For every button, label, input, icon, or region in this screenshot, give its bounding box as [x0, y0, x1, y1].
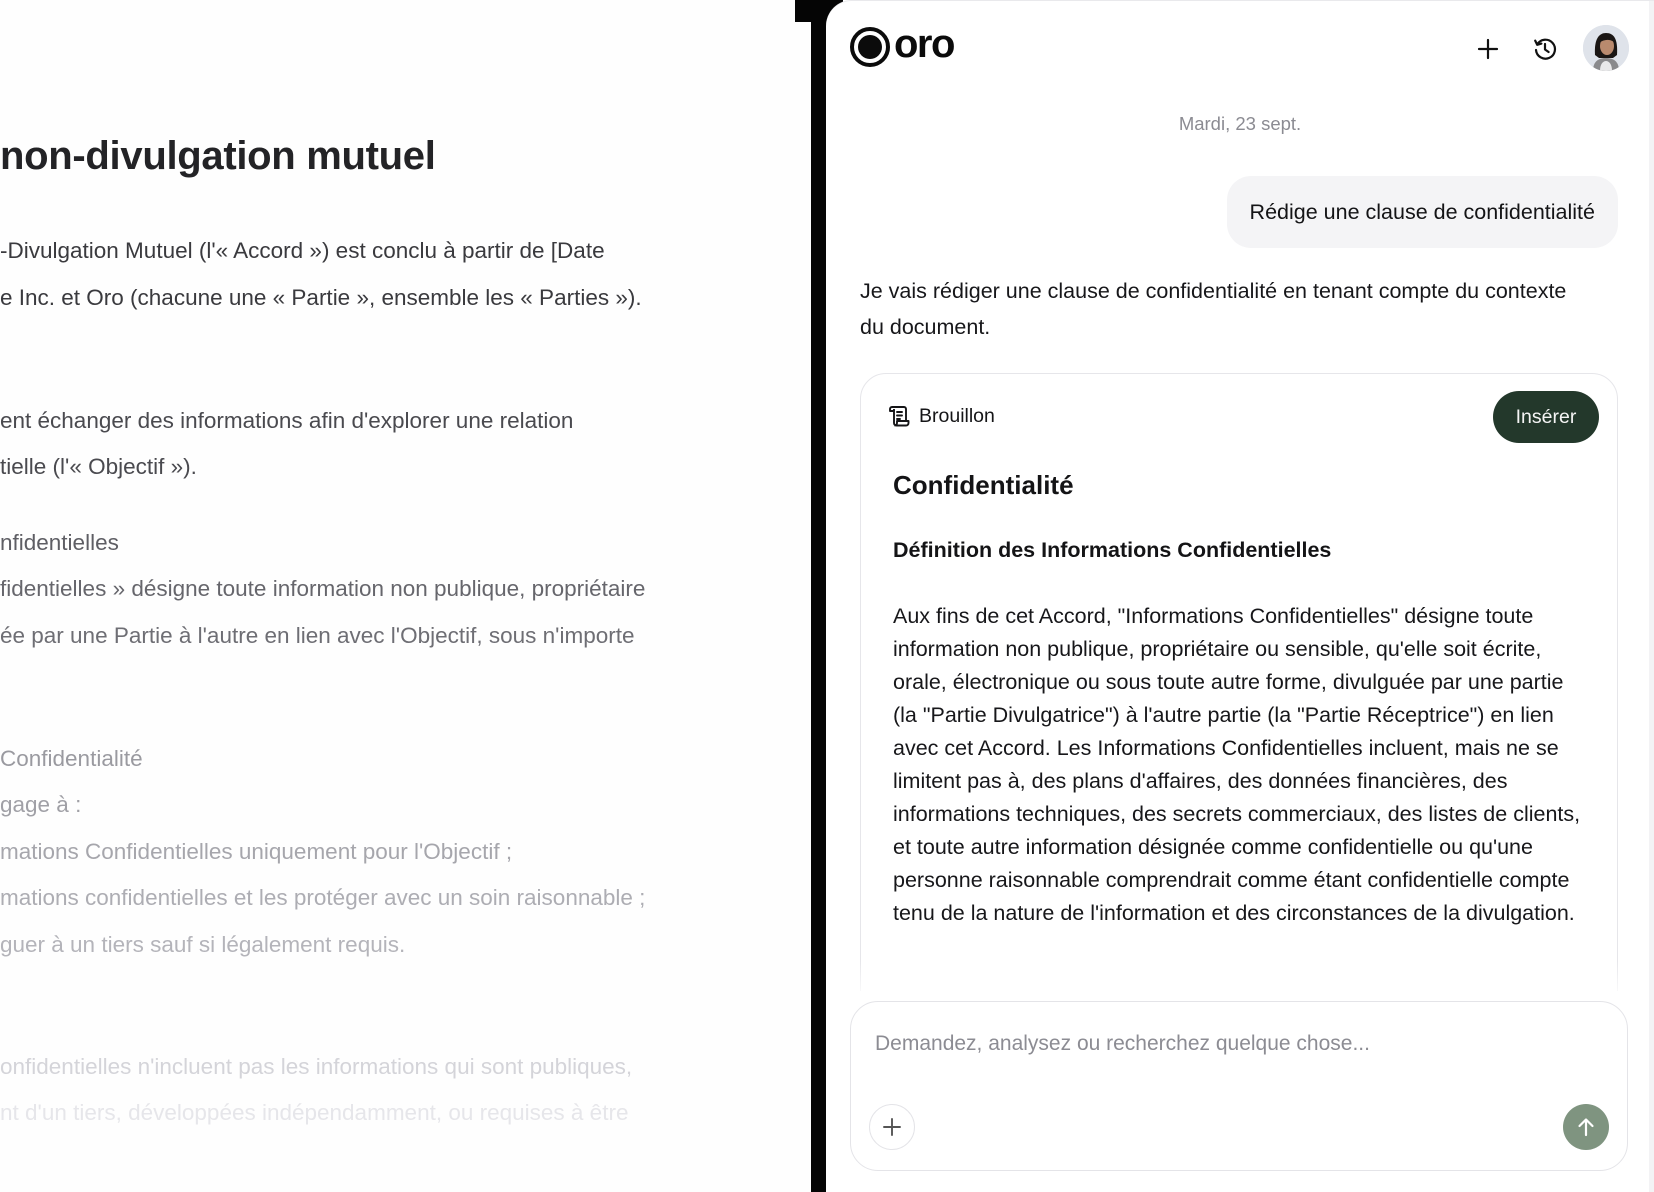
assistant-message: Je vais rédiger une clause de confidentialité en tenant compte du contexte du document.: [860, 279, 1567, 339]
chat-input[interactable]: [875, 1024, 1595, 1064]
document-line: tielle (l'« Objectif »).: [0, 454, 197, 479]
insert-button[interactable]: Insérer: [1493, 391, 1599, 443]
draft-body: Aux fins de cet Accord, "Informations Confidentielles" désigne toute information non publique, propriétaire ou sensible, qu'elle soit écrite, orale, électronique ou sous toute autre forme, divulguée par une partie (la "Partie Divulgatrice") à l'autre partie (la "Partie Réceptrice") en lien avec cet Accord. Les Informations Confidentielles incluent, mais ne se limitent pas à, des plans d'affaires, des données financières, des informations techniques, des secrets commerciaux, des listes de clients, et toute autre information désignée comme confidentielle ou qu'une personne raisonnable comprendrait comme étant confidentielle compte tenu de la nature de l'information et des circonstances de la divulgation.: [893, 604, 1581, 925]
document-line: fidentielles » désigne toute information non publique, propriétaire: [0, 576, 646, 601]
brand-name: oro: [894, 22, 954, 66]
document-line: gage à :: [0, 792, 82, 817]
attach-button[interactable]: [869, 1104, 915, 1150]
plus-icon: [1477, 38, 1499, 60]
draft-label: Brouillon: [919, 404, 995, 427]
conversation-date: Mardi, 23 sept.: [1178, 113, 1302, 134]
document-line: Confidentialité: [0, 746, 143, 771]
user-avatar[interactable]: [1583, 25, 1629, 71]
document-line: onfidentielles n'incluent pas les informations qui sont publiques,: [0, 1054, 633, 1079]
document-line: mations Confidentielles uniquement pour l'Objectif ;: [0, 839, 513, 864]
document-line: -Divulgation Mutuel (l'« Accord ») est conclu à partir de [Date: [0, 238, 605, 263]
draft-title: Confidentialité: [893, 470, 1074, 500]
document-line: nt d'un tiers, développées indépendamment, ou requises à être: [0, 1100, 629, 1125]
new-chat-button[interactable]: [1470, 31, 1506, 67]
plus-icon: [882, 1117, 902, 1137]
document-line: e Inc. et Oro (chacune une « Partie », ensemble les « Parties »).: [0, 285, 642, 310]
document-line: ent échanger des informations afin d'explorer une relation: [0, 408, 574, 433]
logo-mark-icon: [850, 27, 890, 67]
document-line: guer à un tiers sauf si légalement requis.: [0, 932, 406, 957]
composer: [850, 1001, 1628, 1171]
scroll-icon: [887, 404, 911, 428]
document-pane: [0, 0, 812, 1192]
draft-subtitle: Définition des Informations Confidentielles: [893, 538, 1332, 562]
document-title: non-divulgation mutuel: [0, 134, 436, 178]
brand-logo: [850, 22, 954, 67]
draft-header: [887, 404, 995, 428]
panel-edge: [1649, 1, 1654, 1192]
history-icon: [1532, 36, 1558, 62]
user-message: [1227, 176, 1618, 248]
send-button[interactable]: [1563, 1104, 1609, 1150]
document-line: ée par une Partie à l'autre en lien avec l'Objectif, sous n'importe: [0, 623, 635, 648]
history-button[interactable]: [1527, 31, 1563, 67]
assistant-header: [826, 1, 1654, 97]
document-line: mations confidentielles et les protéger avec un soin raisonnable ;: [0, 885, 646, 910]
user-message-text: Rédige une clause de confidentialité: [1249, 199, 1595, 224]
pane-divider[interactable]: [811, 0, 827, 1192]
document-line: nfidentielles: [0, 530, 119, 555]
avatar-image: [1583, 25, 1629, 71]
assistant-panel: [826, 0, 1654, 1192]
arrow-up-icon: [1575, 1116, 1597, 1138]
